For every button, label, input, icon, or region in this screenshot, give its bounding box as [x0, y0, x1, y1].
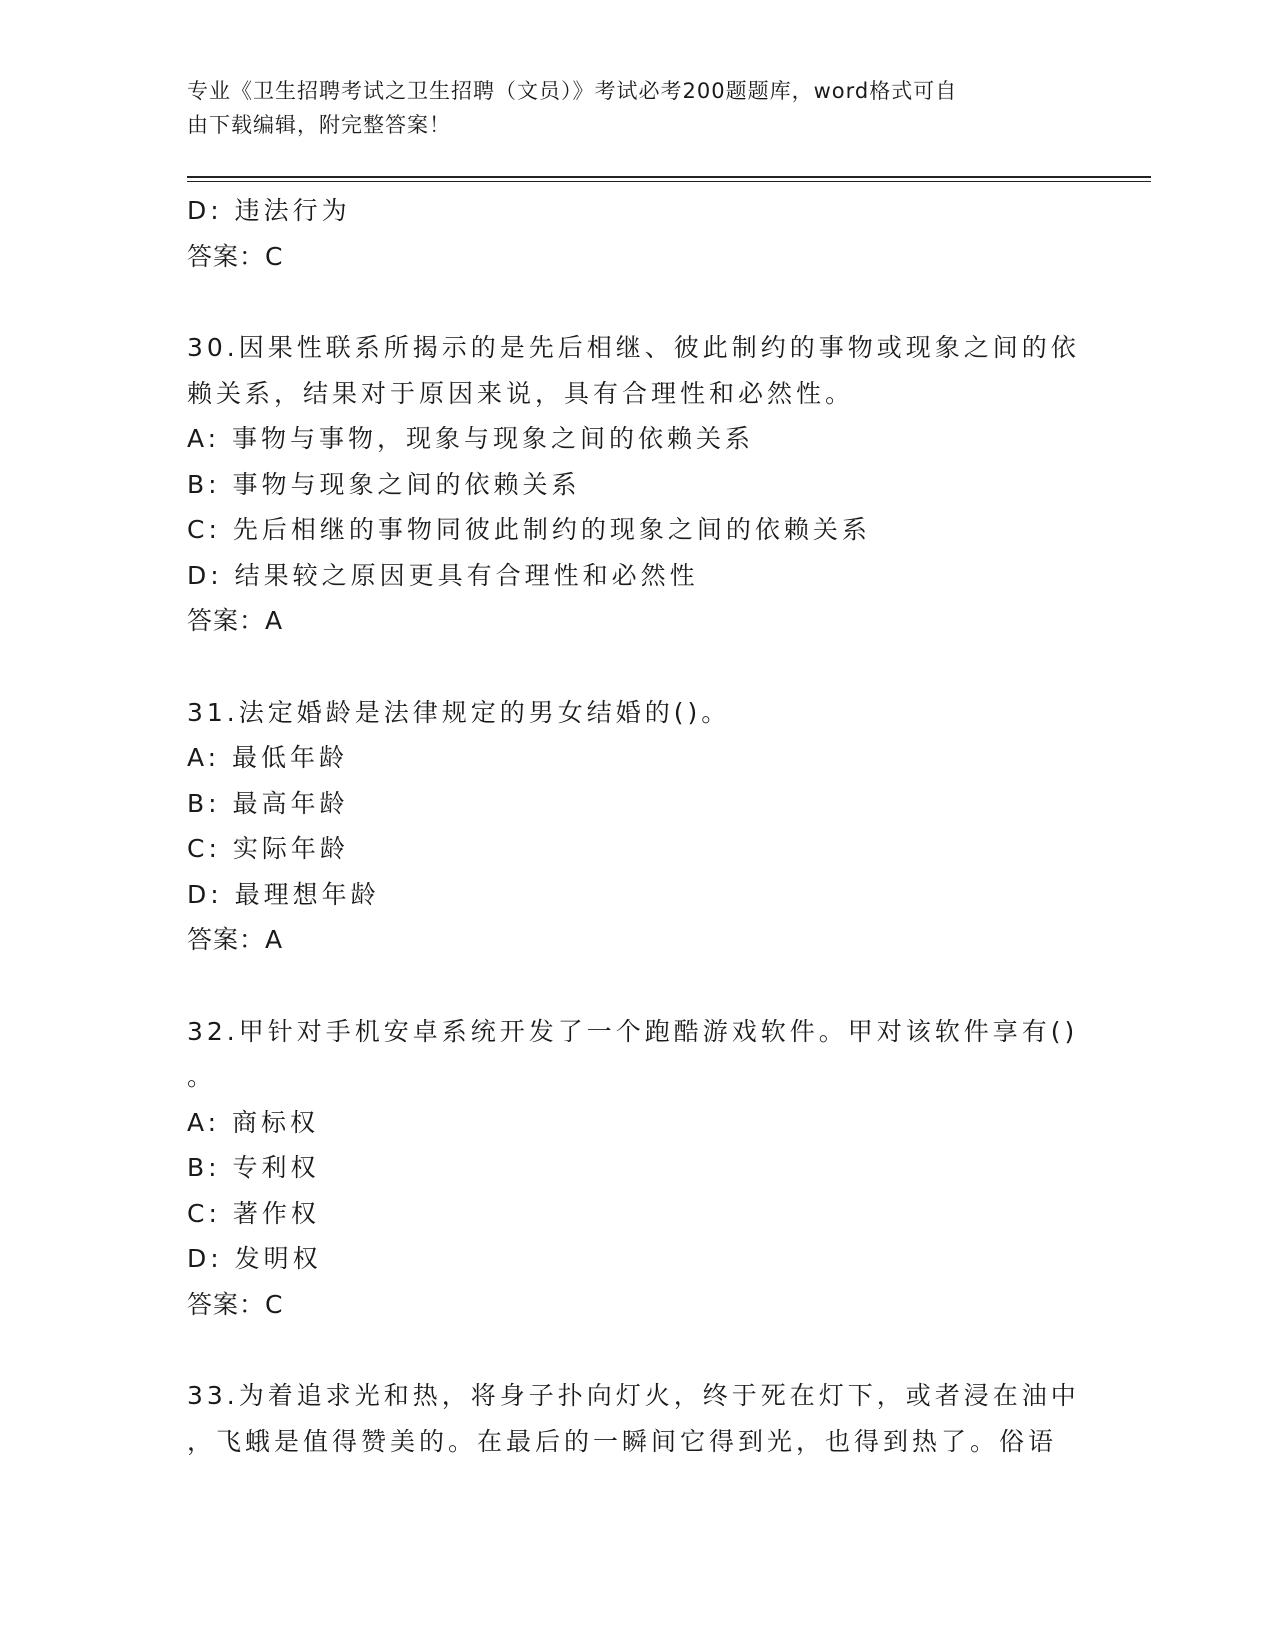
option-a: A: 商标权 — [187, 1107, 320, 1137]
header-line-1: 专业《卫生招聘考试之卫生招聘（文员）》考试必考200题题库，word格式可自 — [187, 79, 958, 103]
question-stem-cont: 。 — [187, 1062, 217, 1091]
option-c: C: 先后相继的事物同彼此制约的现象之间的依赖关系 — [187, 515, 871, 544]
question-stem: 31.法定婚龄是法律规定的男女结婚的()。 — [187, 697, 731, 727]
question-31 — [187, 690, 1087, 963]
option-b: B: 事物与现象之间的依赖关系 — [187, 469, 581, 499]
answer-line: 答案：A — [187, 606, 284, 635]
spacer — [187, 644, 1087, 690]
option-c: C: 实际年龄 — [187, 834, 349, 863]
option-b: B: 最高年龄 — [187, 788, 349, 818]
option-a: A: 最低年龄 — [187, 743, 349, 772]
question-30 — [187, 325, 1087, 644]
option-b: B: 专利权 — [187, 1153, 320, 1182]
answer-line: 答案：C — [187, 1289, 284, 1319]
spacer — [187, 1327, 1087, 1373]
option-d: D: 发明权 — [187, 1244, 322, 1273]
previous-question-tail — [187, 188, 1087, 279]
option-a: A: 事物与事物，现象与现象之间的依赖关系 — [187, 424, 755, 453]
option-c: C: 著作权 — [187, 1198, 320, 1228]
option-d: D: 违法行为 — [187, 196, 351, 225]
question-stem-cont: ，飞蛾是值得赞美的。在最后的一瞬间它得到光，也得到热了。俗语 — [187, 1426, 1058, 1456]
header-rule-thin — [187, 181, 1151, 182]
document-header — [187, 74, 1067, 142]
spacer — [187, 279, 1087, 325]
question-stem: 30.因果性联系所揭示的是先后相继、彼此制约的事物或现象之间的依 — [187, 333, 1080, 362]
option-d: D: 最理想年龄 — [187, 879, 380, 909]
question-stem-cont: 赖关系，结果对于原因来说，具有合理性和必然性。 — [187, 378, 855, 408]
header-line-2: 由下载编辑，附完整答案！ — [187, 113, 451, 137]
question-stem: 33.为着追求光和热，将身子扑向灯火，终于死在灯下，或者浸在油中 — [187, 1381, 1080, 1410]
header-rule-thick — [187, 176, 1151, 178]
option-d: D: 结果较之原因更具有合理性和必然性 — [187, 560, 699, 590]
question-stem: 32.甲针对手机安卓系统开发了一个跑酷游戏软件。甲对该软件享有() — [187, 1016, 1079, 1046]
spacer — [187, 963, 1087, 1009]
question-32 — [187, 1009, 1087, 1328]
answer-line: 答案：C — [187, 241, 284, 271]
question-body — [187, 188, 1087, 1464]
answer-line: 答案：A — [187, 925, 284, 954]
question-33 — [187, 1373, 1087, 1464]
